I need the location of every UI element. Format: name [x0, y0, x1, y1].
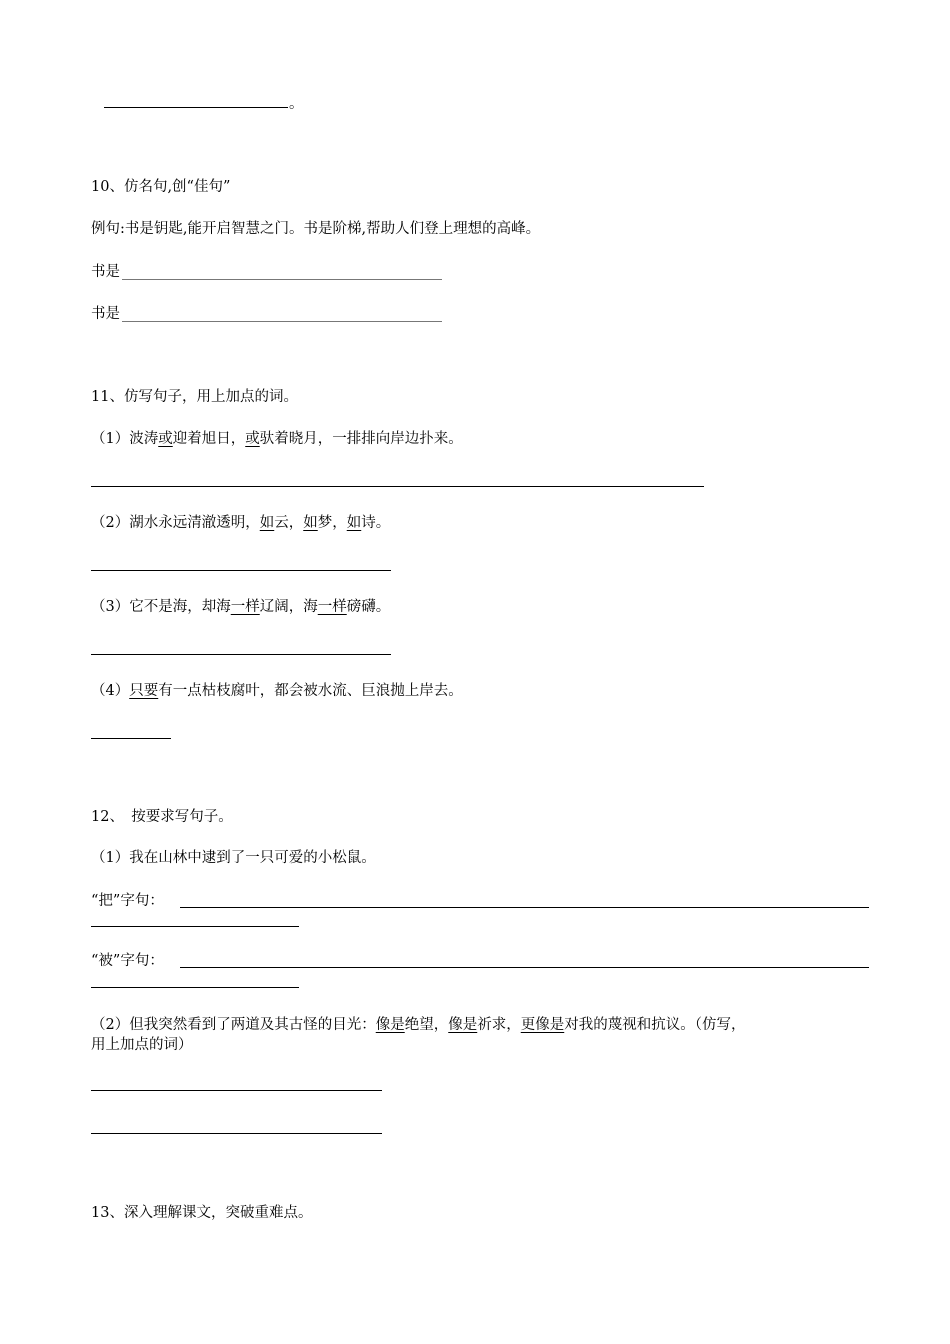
q11-title: 11、仿写句子，用上加点的词。 — [91, 389, 298, 405]
q10-title: 10、仿名句,创“佳句” — [91, 179, 231, 195]
q10-prefix-2: 书是 — [91, 306, 120, 322]
end-mark: 。 — [289, 96, 304, 112]
text: （2）但我突然看到了两道及其古怪的目光： — [91, 1017, 376, 1033]
dotted-word: 一样 — [317, 599, 347, 615]
q11-answer-line-2[interactable] — [91, 570, 391, 571]
dotted-word: 像是 — [448, 1017, 478, 1033]
q11-sentence-4 — [91, 681, 463, 701]
q11-sentence-2 — [91, 513, 390, 533]
dotted-word: 像是 — [375, 1017, 405, 1033]
dotted-word: 如 — [259, 515, 275, 531]
q12-answer-line-1[interactable] — [91, 1090, 382, 1091]
q10-prefix-1: 书是 — [91, 264, 120, 280]
ba-label: “把”字句： — [91, 893, 164, 909]
dotted-word: 或 — [245, 431, 260, 447]
text: （2）湖水永远清澈透明， — [91, 515, 260, 531]
text: （3）它不是海，却海 — [91, 599, 231, 615]
q12-sentence-1: （1）我在山林中逮到了一只可爱的小松鼠。 — [91, 850, 376, 866]
q12-sentence-2-cont: 用上加点的词） — [91, 1037, 193, 1053]
q11-answer-line-3[interactable] — [91, 654, 391, 655]
text: 云， — [274, 515, 304, 531]
text: 梦， — [317, 515, 347, 531]
text: 驮着晓月，一排排向岸边扑来。 — [259, 431, 463, 447]
bei-answer-line-cont[interactable] — [91, 987, 299, 988]
bei-answer-line[interactable] — [180, 967, 869, 968]
q11-answer-line-4[interactable] — [91, 738, 171, 739]
dotted-word: 一样 — [230, 599, 260, 615]
text: 对我的蔑视和抗议。（仿写， — [564, 1017, 746, 1033]
dotted-word: 或 — [158, 431, 173, 447]
q10-answer-line-2[interactable] — [122, 321, 442, 322]
text: 有一点枯枝腐叶，都会被水流、巨浪抛上岸去。 — [158, 683, 463, 699]
q11-sentence-1 — [91, 429, 463, 449]
text: 迎着旭日， — [172, 431, 246, 447]
bei-label: “被”字句： — [91, 953, 164, 969]
text: 辽阔，海 — [259, 599, 318, 615]
q13-title: 13、深入理解课文，突破重难点。 — [91, 1205, 313, 1221]
text: 磅礴。 — [346, 599, 391, 615]
q10-example: 例句:书是钥匙,能开启智慧之门。书是阶梯,帮助人们登上理想的高峰。 — [91, 221, 541, 237]
answer-line[interactable] — [104, 107, 288, 108]
text: 祈求， — [477, 1017, 521, 1033]
text: 诗。 — [361, 515, 391, 531]
text: （4） — [91, 683, 130, 699]
dotted-word: 只要 — [129, 683, 159, 699]
ba-answer-line[interactable] — [180, 907, 869, 908]
dotted-word: 如 — [346, 515, 362, 531]
dotted-word: 更像是 — [520, 1017, 565, 1033]
q12-title: 12、 按要求写句子。 — [91, 809, 233, 825]
q12-sentence-2 — [91, 1015, 745, 1035]
dotted-word: 如 — [303, 515, 318, 531]
text: 绝望， — [404, 1017, 449, 1033]
q11-sentence-3 — [91, 597, 390, 617]
q10-answer-line-1[interactable] — [122, 279, 442, 280]
text: （1）波涛 — [91, 431, 159, 447]
ba-answer-line-cont[interactable] — [91, 926, 299, 927]
q11-answer-line-1[interactable] — [91, 486, 704, 487]
q12-answer-line-2[interactable] — [91, 1133, 382, 1134]
